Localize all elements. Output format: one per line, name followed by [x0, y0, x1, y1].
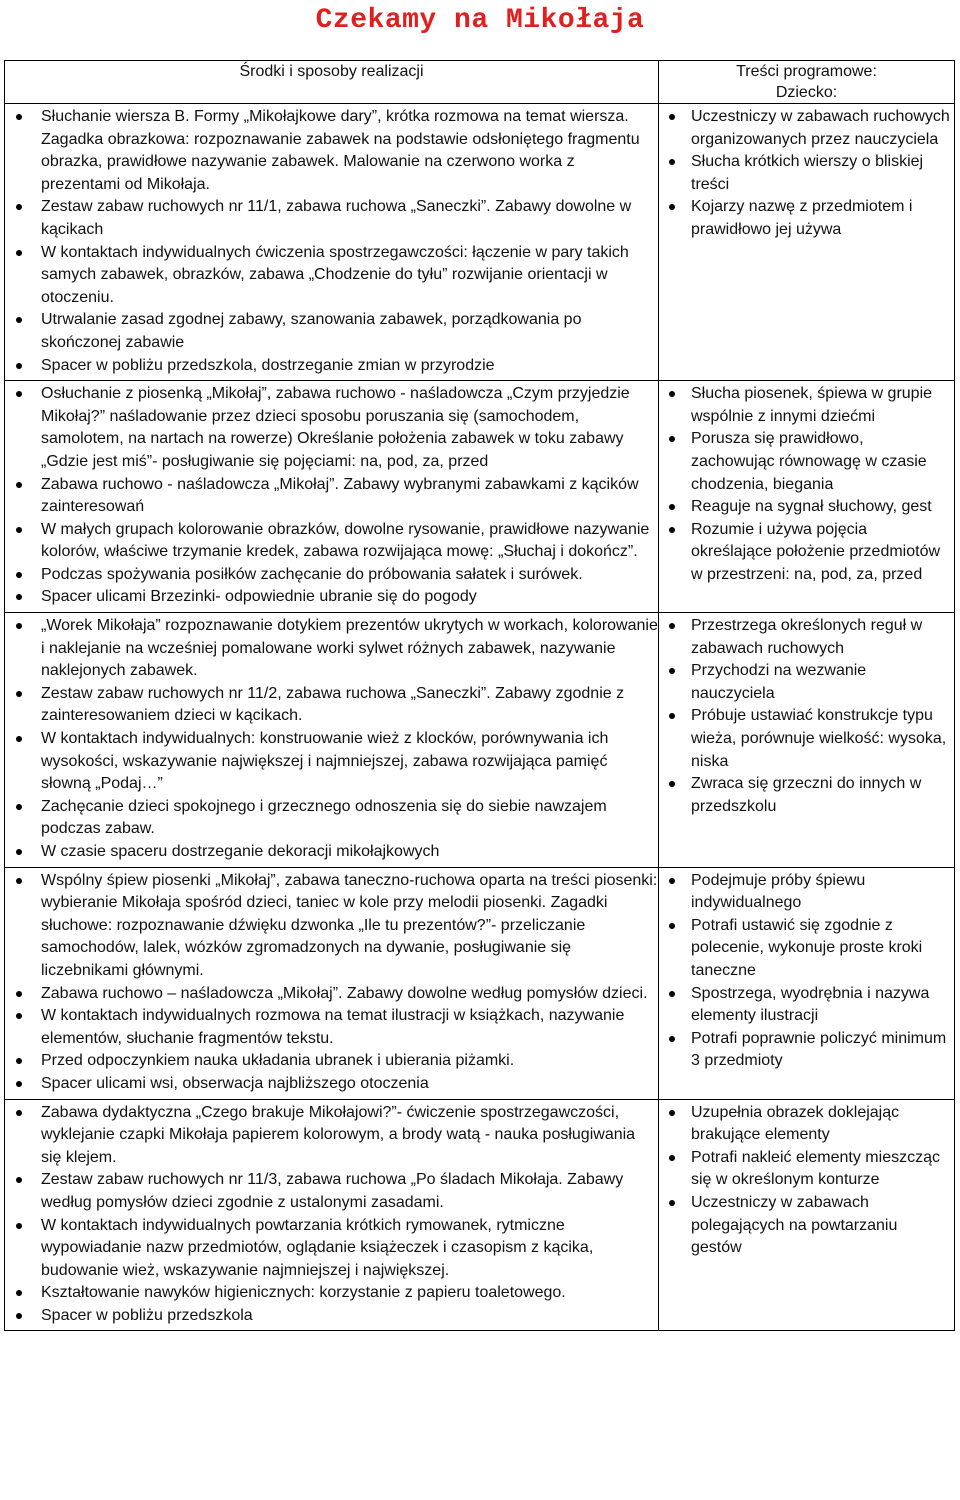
list-item: Spacer ulicami Brzezinki- odpowiednie ubranie się do pogody [41, 586, 658, 609]
list-item: W czasie spaceru dostrzeganie dekoracji mikołajkowych [41, 841, 658, 864]
list-item: Uczestniczy w zabawach ruchowych organizowanych przez nauczyciela [691, 106, 950, 151]
list-item: Spacer w pobliżu przedszkola, dostrzeganie zmian w przyrodzie [41, 355, 658, 378]
list-item: Wspólny śpiew piosenki „Mikołaj”, zabawa taneczno-ruchowa oparta na treści piosenki: wybieranie Mikołaja spośród dzieci, taniec w kole przy melodii piosenki. Zagadki słuchowe: rozpoznawanie dźwięku dzwonka „Ile tu prezentów?”- przeliczanie samochodów, lalek, wózków zgromadzonych na dywanie, posługiwanie się liczebnikami głównymi. [41, 870, 658, 983]
header-left [5, 61, 659, 104]
page-title: Czekamy na Mikołaja [315, 5, 645, 36]
table-row [5, 381, 955, 613]
list-item: Porusza się prawidłowo, zachowując równowagę w czasie chodzenia, biegania [691, 428, 950, 496]
row-1-activities [5, 104, 659, 381]
list-item: Utrwalanie zasad zgodnej zabawy, szanowania zabawek, porządkowania po skończonej zabawie [41, 309, 658, 354]
list-item: W małych grupach kolorowanie obrazków, dowolne rysowanie, prawidłowe nazywanie kolorów, właściwe trzymanie kredek, zabawa rozwijająca mowę: „Słuchaj i dokończ”. [41, 519, 658, 564]
row-5-activities [5, 1099, 659, 1331]
list-item: Kształtowanie nawyków higienicznych: korzystanie z papieru toaletowego. [41, 1282, 658, 1305]
header-row [5, 61, 955, 104]
list-item: Spacer ulicami wsi, obserwacja najbliższego otoczenia [41, 1073, 658, 1096]
list-item: Słucha krótkich wierszy o bliskiej treści [691, 151, 950, 196]
list-item: W kontaktach indywidualnych ćwiczenia spostrzegawczości: łączenie w pary takich samych zabawek, obrazków, zabawa „Chodzenie do tyłu” rozwijanie orientacji w otoczeniu. [41, 242, 658, 310]
list-item: „Worek Mikołaja” rozpoznawanie dotykiem prezentów ukrytych w workach, kolorowanie i naklejanie na wcześniej pomalowane worki sylwet różnych zabawek, nazywanie naklejonych zabawek. [41, 615, 658, 683]
list-item: Zestaw zabaw ruchowych nr 11/1, zabawa ruchowa „Saneczki”. Zabawy dowolne w kącikach [41, 196, 658, 241]
list-item: Przychodzi na wezwanie nauczyciela [691, 660, 950, 705]
list-item: Potrafi poprawnie policzyć minimum 3 przedmioty [691, 1028, 950, 1073]
list-item: Potrafi ustawić się zgodnie z polecenie, wykonuje proste kroki taneczne [691, 915, 950, 983]
plan-table [4, 60, 955, 1331]
list-item: Zachęcanie dzieci spokojnego i grzecznego odnoszenia się do siebie nawzajem podczas zabaw. [41, 796, 658, 841]
list-item: Próbuje ustawiać konstrukcje typu wieża, porównuje wielkość: wysoka, niska [691, 705, 950, 773]
row-2-outcomes [659, 381, 955, 613]
list-item: Zabawa dydaktyczna „Czego brakuje Mikołajowi?”- ćwiczenie spostrzegawczości, wyklejanie czapki Mikołaja papierem kolorowym, a brody watą - nauka posługiwania się klejem. [41, 1102, 658, 1170]
row-2-activities [5, 381, 659, 613]
table-row [5, 1099, 955, 1331]
row-1-outcomes [659, 104, 955, 381]
list-item: Uczestniczy w zabawach polegających na powtarzaniu gestów [691, 1192, 950, 1260]
list-item: W kontaktach indywidualnych: konstruowanie wież z klocków, porównywania ich wysokości, wskazywanie największej i najmniejszej, zabawa rozwijająca pamięć słowną „Podaj…” [41, 728, 658, 796]
list-item: Spostrzega, wyodrębnia i nazywa elementy ilustracji [691, 983, 950, 1028]
list-item: Spacer w pobliżu przedszkola [41, 1305, 658, 1328]
list-item: W kontaktach indywidualnych powtarzania krótkich rymowanek, rytmiczne wypowiadanie nazw przedmiotów, oglądanie książeczek i czasopism z kącika, budowanie wież, wskazywanie najmniejszej i największej. [41, 1215, 658, 1283]
list-item: Potrafi nakleić elementy mieszcząc się w określonym konturze [691, 1147, 950, 1192]
table-row [5, 867, 955, 1099]
header-left-label: Środki i sposoby realizacji [239, 63, 424, 80]
list-item: Zabawa ruchowo - naśladowcza „Mikołaj”. Zabawy wybranymi zabawkami z kącików zainteresowań [41, 474, 658, 519]
list-item: Uzupełnia obrazek doklejając brakujące elementy [691, 1102, 950, 1147]
list-item: Słucha piosenek, śpiewa w grupie wspólnie z innymi dziećmi [691, 383, 950, 428]
row-3-outcomes [659, 613, 955, 868]
list-item: Zestaw zabaw ruchowych nr 11/2, zabawa ruchowa „Saneczki”. Zabawy zgodnie z zainteresowaniem dzieci w kącikach. [41, 683, 658, 728]
list-item: Kojarzy nazwę z przedmiotem i prawidłowo jej używa [691, 196, 950, 241]
list-item: Rozumie i używa pojęcia określające położenie przedmiotów w przestrzeni: na, pod, za, przed [691, 519, 950, 587]
header-right-label: Treści programowe: [736, 63, 877, 80]
list-item: Słuchanie wiersza B. Formy „Mikołajkowe dary”, krótka rozmowa na temat wiersza. Zagadka obrazkowa: rozpoznawanie zabawek na podstawie odsłoniętego fragmentu obrazka, prawidłowe nazywanie zabawek. Malowanie na czerwono worka z prezentami od Mikołaja. [41, 106, 658, 196]
list-item: W kontaktach indywidualnych rozmowa na temat ilustracji w książkach, nazywanie elementów, słuchanie fragmentów tekstu. [41, 1005, 658, 1050]
list-item: Zestaw zabaw ruchowych nr 11/3, zabawa ruchowa „Po śladach Mikołaja. Zabawy według pomysłów dzieci zgodnie z ustalonymi zasadami. [41, 1169, 658, 1214]
list-item: Przestrzega określonych reguł w zabawach ruchowych [691, 615, 950, 660]
list-item: Podczas spożywania posiłków zachęcanie do próbowania sałatek i surówek. [41, 564, 658, 587]
row-3-activities [5, 613, 659, 868]
row-5-outcomes [659, 1099, 955, 1331]
row-4-activities [5, 867, 659, 1099]
header-right-sublabel: Dziecko: [775, 84, 838, 101]
row-4-outcomes [659, 867, 955, 1099]
list-item: Zwraca się grzeczni do innych w przedszkolu [691, 773, 950, 818]
list-item: Przed odpoczynkiem nauka układania ubranek i ubierania piżamki. [41, 1050, 658, 1073]
list-item: Podejmuje próby śpiewu indywidualnego [691, 870, 950, 915]
list-item: Osłuchanie z piosenką „Mikołaj”, zabawa ruchowo - naśladowcza „Czym przyjedzie Mikołaj?” naśladowanie przez dzieci sposobu poruszania się (samochodem, samolotem, na nartach na rowerze) Określanie położenia zabawek w toku zabawy „Gdzie jest miś”- posługiwanie się pojęciami: na, pod, za, przed [41, 383, 658, 473]
table-row [5, 104, 955, 381]
header-right [659, 61, 955, 104]
list-item: Reaguje na sygnał słuchowy, gest [691, 496, 950, 519]
list-item: Zabawa ruchowo – naśladowcza „Mikołaj”. Zabawy dowolne według pomysłów dzieci. [41, 983, 658, 1006]
table-row [5, 613, 955, 868]
